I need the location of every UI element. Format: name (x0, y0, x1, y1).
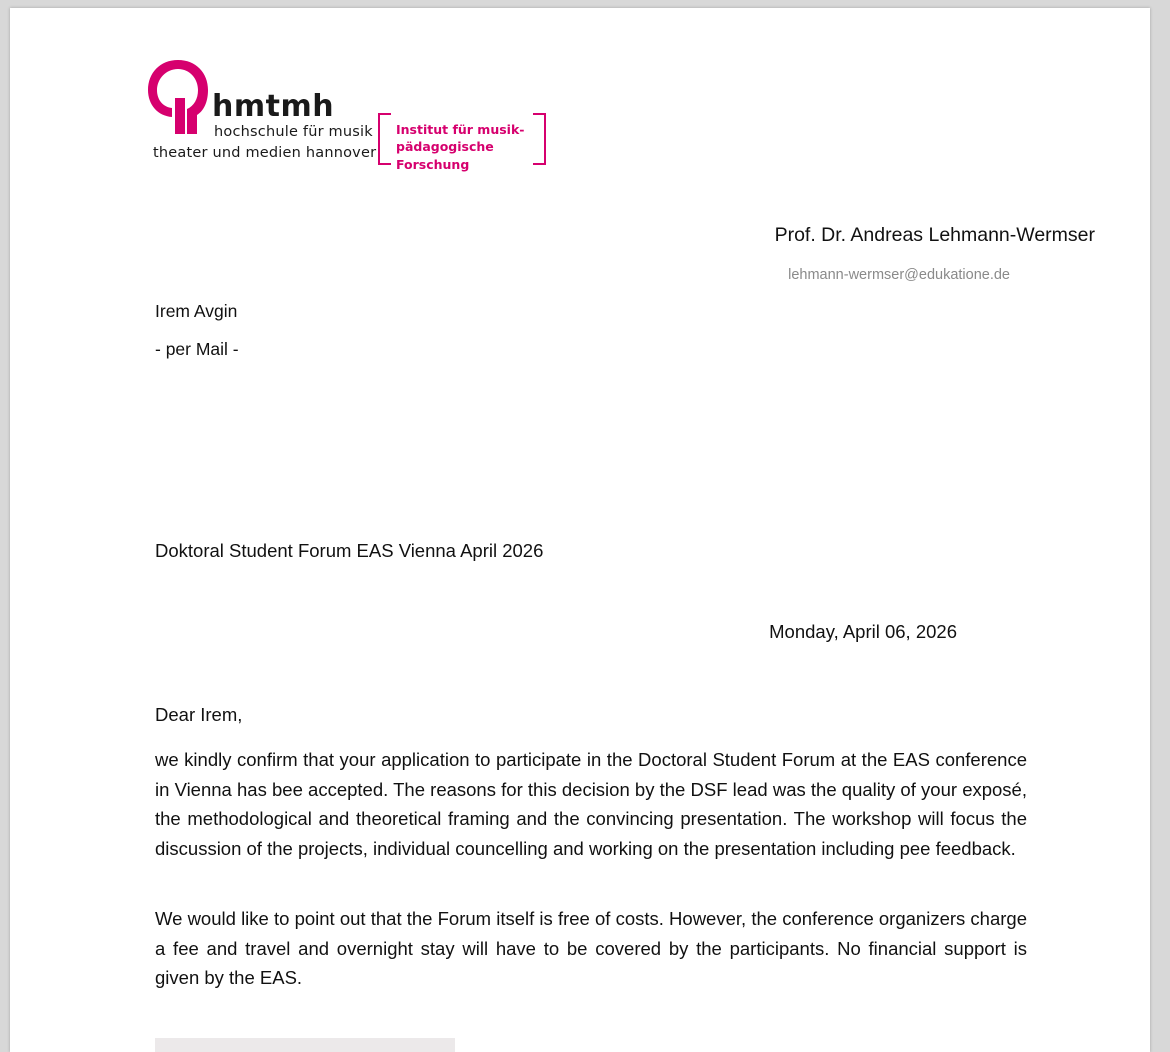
sender-email: lehmann-wermser@edukatione.de (788, 267, 1010, 283)
institute-name (396, 121, 531, 173)
bracket-left-icon (378, 113, 391, 165)
letterhead (145, 56, 565, 172)
institute-badge (378, 113, 546, 172)
letter-paragraph-2: We would like to point out that the Forum itself is free of costs. However, the conference organizers charge a fee and travel and overnight stay will have to be covered by the participants. No financial support is given by the EAS. (155, 908, 1027, 988)
recipient-delivery-note: - per Mail - (155, 339, 239, 359)
document-page (10, 8, 1150, 1052)
signature-area (155, 1038, 455, 1052)
bracket-right-icon (533, 113, 546, 165)
institute-line2: pädagogische Forschung (396, 139, 494, 172)
sender-name: Prof. Dr. Andreas Lehmann-Wermser (774, 224, 1095, 246)
logo-subtitle-line1: hochschule für musik (214, 124, 373, 140)
institute-line1: Institut für musik- (396, 122, 525, 137)
letter-salutation: Dear Irem, (155, 704, 243, 725)
letter-subject: Doktoral Student Forum EAS Vienna April 2026 (155, 540, 544, 561)
logo-subtitle-line2: theater und medien hannover (153, 145, 377, 161)
letter-paragraph-1: we kindly confirm that your application to participate in the Doctoral Student Forum at the EAS conference in Vienna has bee accepted. The reasons for this decision by the DSF lead was the quality of your exposé, the methodological and theoretical framing and the convincing presentation. The workshop will focus the discussion of the projects, individual councelling and working on the presentation including pee feedback. (155, 749, 1027, 859)
hmtmh-logo-icon (145, 58, 213, 136)
letter-date: Monday, April 06, 2026 (769, 621, 957, 642)
recipient-name: Irem Avgin (155, 301, 238, 321)
logo-wordmark: hmtmh (212, 89, 335, 124)
